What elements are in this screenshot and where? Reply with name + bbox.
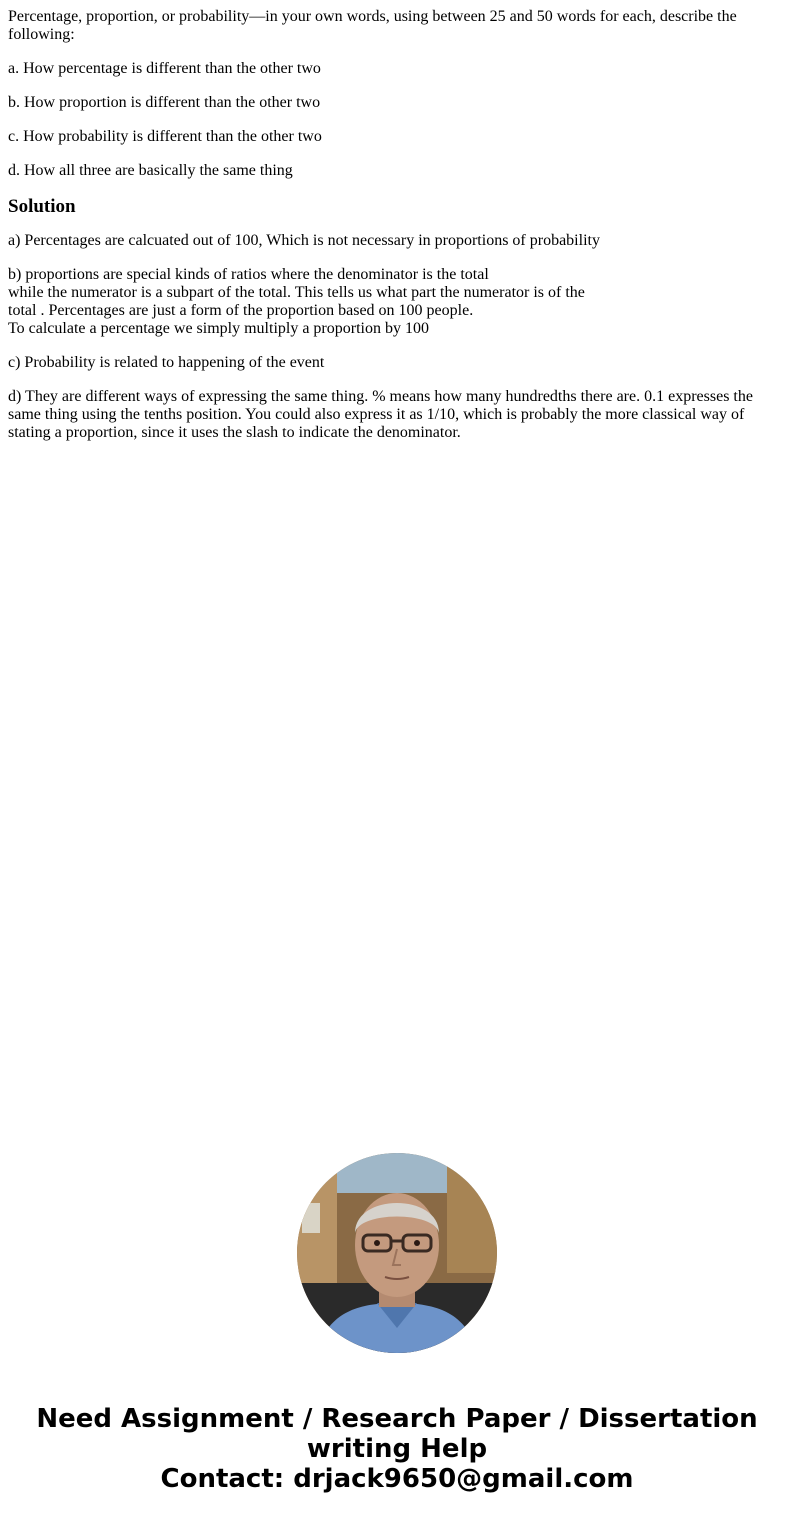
author-avatar — [297, 1153, 497, 1353]
solution-answer-b-line: To calculate a percentage we simply multiply a proportion by 100 — [8, 320, 429, 337]
solution-answer-b-line: b) proportions are special kinds of ratios where the denominator is the total — [8, 266, 489, 283]
author-portrait-image — [297, 1153, 497, 1353]
solution-answer-b-line: while the numerator is a subpart of the total. This tells us what part the numerator is of the — [8, 284, 585, 301]
question-item-c: c. How probability is different than the other two — [8, 128, 322, 145]
promo-line: writing Help — [306, 1434, 488, 1464]
question-item-d: d. How all three are basically the same thing — [8, 162, 293, 179]
promo-line: Need Assignment / Research Paper / Dissertation — [36, 1404, 758, 1434]
solution-answer-a: a) Percentages are calcuated out of 100, Which is not necessary in proportions of probability — [8, 232, 600, 249]
solution-answer-b-line: total . Percentages are just a form of the proportion based on 100 people. — [8, 302, 474, 319]
document-content — [8, 8, 778, 458]
promo-contact-email: Contact: drjack9650@gmail.com — [160, 1464, 634, 1494]
contact-promo — [0, 1404, 794, 1494]
solution-answer-d: d) They are different ways of expressing the same thing. % means how many hundredths there are. 0.1 expresses the same thing using the tenths position. You could also express it as 1/10, which is probably the more classical way of stating a proportion, since it uses the slash to indicate the denominator. — [8, 388, 753, 441]
solution-answer-c: c) Probability is related to happening of the event — [8, 354, 325, 371]
solution-heading: Solution — [8, 196, 76, 217]
question-item-b: b. How proportion is different than the other two — [8, 94, 321, 111]
solution-answer-b — [8, 266, 778, 338]
question-intro: Percentage, proportion, or probability—in your own words, using between 25 and 50 words for each, describe the following: — [8, 8, 737, 43]
question-item-a: a. How percentage is different than the other two — [8, 60, 321, 77]
